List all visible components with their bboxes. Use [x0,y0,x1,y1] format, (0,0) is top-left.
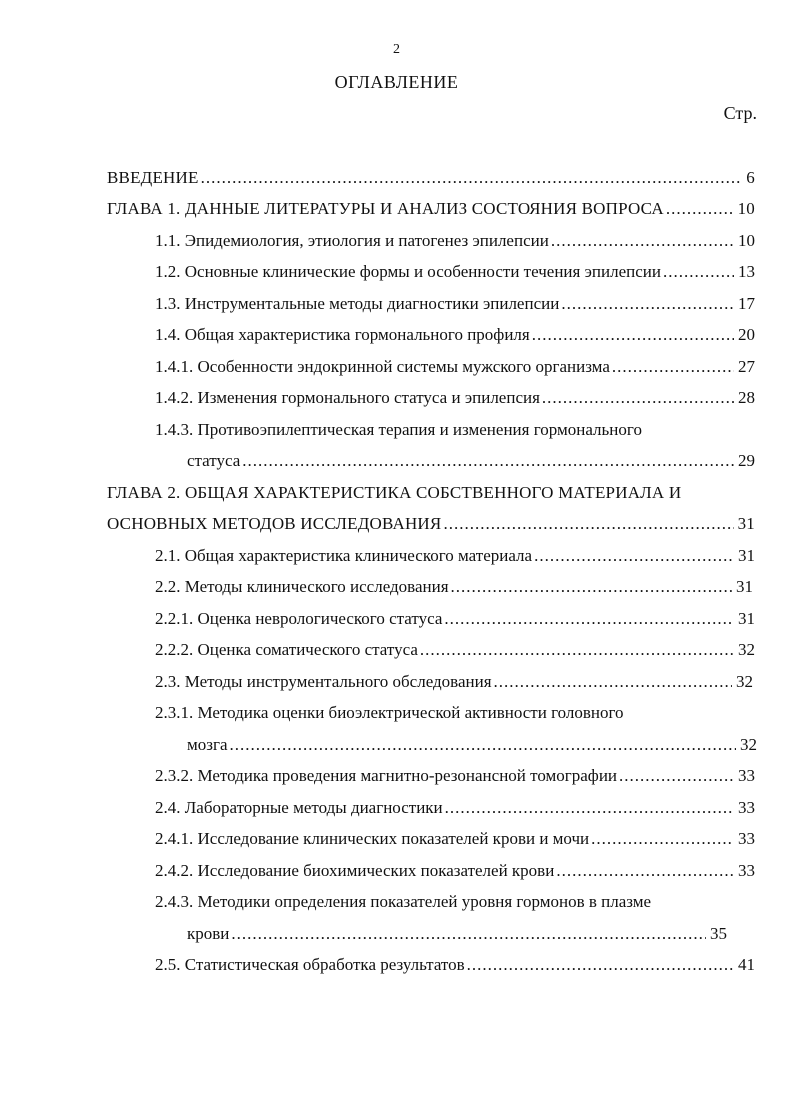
toc-entry-text: 2.3.2. Методика проведения магнитно-резонансной томографии [155,766,618,785]
toc-entry-page: 27 [738,357,755,376]
toc-entry-1-4-3-continued [187,449,755,473]
toc-entry-2-4-3-continued [187,922,727,946]
leader-dots [467,953,734,977]
toc-entry-1-1 [155,229,755,253]
leader-dots [445,796,734,820]
leader-dots [534,544,734,568]
toc-entry-1-4 [155,323,755,347]
leader-dots [663,260,734,284]
toc-entry-text: ГЛАВА 1. ДАННЫЕ ЛИТЕРАТУРЫ И АНАЛИЗ СОСТОЯНИЯ ВОПРОСА [107,199,664,218]
leader-dots [420,638,734,662]
leader-dots [494,670,732,694]
leader-dots [556,859,734,883]
toc-entry-page: 31 [738,546,755,565]
toc-entry-introduction [107,166,755,190]
toc-entry-text: 1.4. Общая характеристика гормонального профиля [155,325,530,344]
toc-entry-page: 29 [738,451,755,470]
toc-entry-2-1 [155,544,755,568]
leader-dots [451,575,732,599]
toc-entry-text: 2.2.1. Оценка неврологического статуса [155,609,443,628]
toc-entry-text: 2.1. Общая характеристика клинического материала [155,546,533,565]
toc-entry-text: 2.3.1. Методика оценки биоэлектрической активности головного [155,703,624,722]
toc-entry-text: 1.3. Инструментальные методы диагностики эпилепсии [155,294,560,313]
toc-entry-page: 31 [736,577,753,596]
leader-dots [201,166,743,190]
leader-dots [619,764,734,788]
toc-entry-page: 33 [738,861,755,880]
toc-entry-text: ВВЕДЕНИЕ [107,168,199,187]
toc-entry-page: 10 [737,199,755,218]
toc-entry-2-5 [155,953,755,977]
toc-entry-text: 1.4.1. Особенности эндокринной системы мужского организма [155,357,610,376]
leader-dots [612,355,734,379]
toc-entry-1-4-2 [155,386,755,410]
toc-entry-page: 41 [738,955,755,974]
toc-entry-chapter-2 [107,481,681,505]
toc-entry-text-continued: крови [187,924,230,943]
toc-entry-2-2-1 [155,607,755,631]
leader-dots [443,512,733,536]
toc-entry-1-3 [155,292,755,316]
toc-entry-page: 32 [738,640,755,659]
toc-entry-2-2-2 [155,638,755,662]
toc-entry-text: 1.2. Основные клинические формы и особенности течения эпилепсии [155,262,661,281]
toc-entry-2-3-1-continued [187,733,757,757]
toc-entry-2-4-2 [155,859,755,883]
toc-entry-text: 1.4.2. Изменения гормонального статуса и эпилепсия [155,388,540,407]
toc-entry-page: 32 [736,672,753,691]
toc-entry-2-4-3 [155,890,651,914]
leader-dots [666,197,734,221]
toc-entry-text: 2.4.2. Исследование биохимических показателей крови [155,861,555,880]
toc-entry-text-continued: мозга [187,735,228,754]
leader-dots [444,607,734,631]
toc-entry-2-3-1 [155,701,624,725]
toc-entry-page: 17 [738,294,755,313]
toc-entry-page: 33 [738,829,755,848]
leader-dots [551,229,734,253]
toc-entry-text: 2.5. Статистическая обработка результатов [155,955,465,974]
toc-entry-text: ГЛАВА 2. ОБЩАЯ ХАРАКТЕРИСТИКА СОБСТВЕННОГО МАТЕРИАЛА И [107,483,682,502]
leader-dots [561,292,734,316]
toc-entry-page: 28 [738,388,755,407]
toc-entry-2-4 [155,796,755,820]
toc-entry-text: 2.4.1. Исследование клинических показателей крови и мочи [155,829,590,848]
toc-entry-1-4-1 [155,355,755,379]
toc-entry-text: 2.2. Методы клинического исследования [155,577,449,596]
toc-entry-2-3 [155,670,753,694]
toc-entry-page: 33 [738,798,755,817]
toc-entry-page: 10 [738,231,755,250]
toc-entry-text: 1.4.3. Противоэпилептическая терапия и изменения гормонального [155,420,642,439]
toc-entry-text: 2.4. Лабораторные методы диагностики [155,798,443,817]
toc-entry-page: 6 [746,168,755,187]
leader-dots [532,323,734,347]
toc-entry-2-3-2 [155,764,755,788]
page-title: ОГЛАВЛЕНИЕ [334,72,459,92]
toc-entry-page: 32 [740,735,757,754]
toc-entry-chapter-1 [107,197,755,221]
toc-entry-text-continued: статуса [187,451,241,470]
toc-entry-1-4-3 [155,418,642,442]
toc-entry-text: 2.2.2. Оценка соматического статуса [155,640,418,659]
toc-entry-text: 2.4.3. Методики определения показателей уровня гормонов в плазме [155,892,652,911]
toc-entry-text: 1.1. Эпидемиология, этиология и патогенез эпилепсии [155,231,549,250]
toc-entry-1-2 [155,260,755,284]
leader-dots [591,827,734,851]
toc-entry-chapter-2-continued [107,512,755,536]
toc-entry-page: 20 [738,325,755,344]
page-number: 2 [393,42,400,57]
toc-entry-text: 2.3. Методы инструментального обследования [155,672,492,691]
toc-entry-page: 13 [738,262,755,281]
toc-entry-text-continued: ОСНОВНЫХ МЕТОДОВ ИССЛЕДОВАНИЯ [107,514,442,533]
leader-dots [242,449,734,473]
toc-entry-page: 31 [737,514,755,533]
leader-dots [231,922,706,946]
leader-dots [542,386,734,410]
toc-entry-page: 35 [710,924,727,943]
leader-dots [230,733,737,757]
toc-entry-page: 31 [738,609,755,628]
toc-entry-2-4-1 [155,827,755,851]
toc-entry-2-2 [155,575,753,599]
page-column-header: Стр. [723,103,757,123]
toc-entry-page: 33 [738,766,755,785]
